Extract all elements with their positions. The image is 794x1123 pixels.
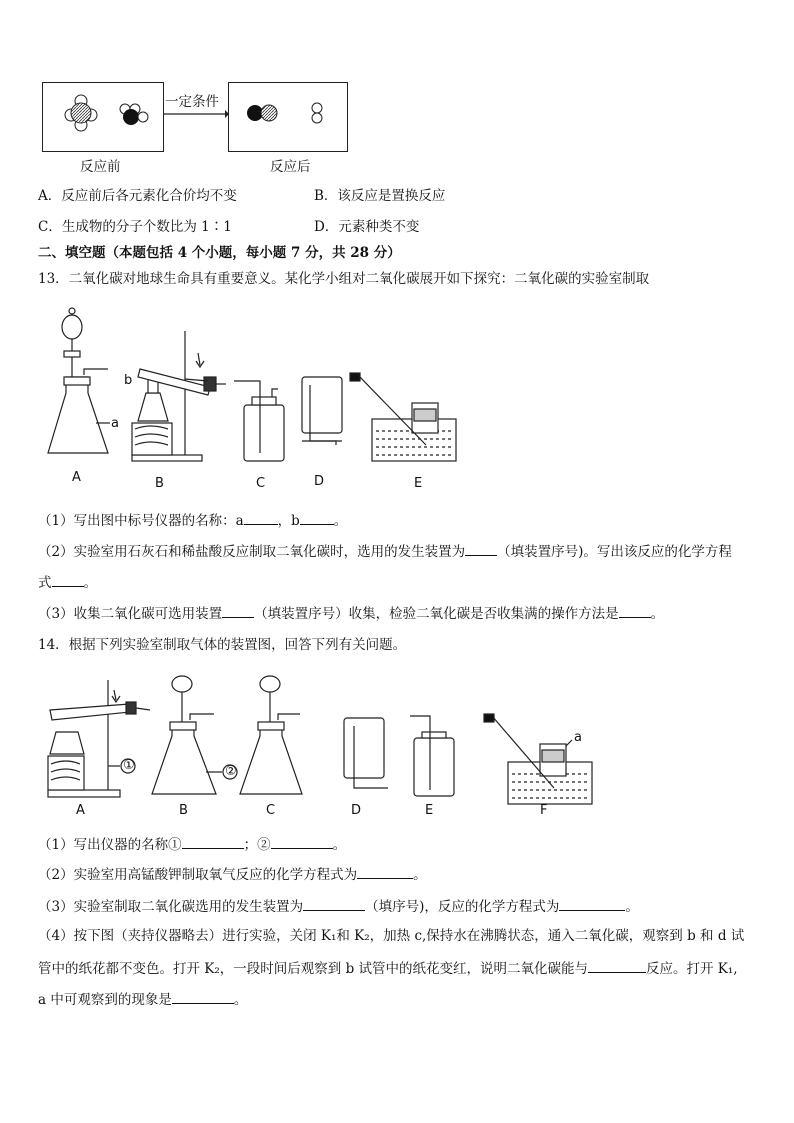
q13-stem: 13．二氧化碳对地球生命具有重要意义。某化学小组对二氧化碳展开如下探究：二氧化碳的实验室制取: [38, 271, 650, 287]
q13-label-b-small: b: [124, 373, 133, 388]
q13-label-C: C: [256, 476, 266, 491]
q14-label-two: ②: [225, 764, 237, 779]
q14-blank-equation-o2[interactable]: [357, 864, 413, 879]
q13-part2-line1: （2）实验室用石灰石和稀盐酸反应制取二氧化碳时，选用的发生装置为 （填装置序号)。写出该反应的化学方程: [38, 541, 732, 561]
q14-apparatus-figure: [40, 670, 600, 810]
q14-blank-one[interactable]: [182, 834, 244, 849]
q13-label-A: A: [72, 470, 81, 485]
option-d: D．元素种类不变: [314, 219, 420, 235]
option-b: B．该反应是置换反应: [314, 188, 446, 204]
q14-label-D: D: [351, 803, 362, 818]
q13-label-D: D: [314, 474, 325, 489]
option-c: C．生成物的分子个数比为 1∶1: [38, 219, 232, 235]
q13-label-B: B: [155, 476, 164, 491]
q14-blank-react-with[interactable]: [588, 958, 646, 973]
q13-part1: （1）写出图中标号仪器的名称：a ，b 。: [38, 510, 347, 530]
q14-label-F: F: [540, 803, 548, 818]
q14-label-a-small: a: [574, 730, 582, 745]
q14-label-A: A: [76, 803, 85, 818]
q14-stem: 14．根据下列实验室制取气体的装置图，回答下列有关问题。: [38, 637, 407, 653]
before-molecules-icon: [43, 83, 163, 151]
q14-blank-phenomenon[interactable]: [172, 989, 234, 1004]
q14-part2: （2）实验室用高锰酸钾制取氧气反应的化学方程式为 。: [38, 864, 427, 884]
q13-blank-method[interactable]: [619, 603, 651, 618]
q14-part1: （1）写出仪器的名称① ；② 。: [38, 834, 346, 854]
q13-apparatus-figure: [40, 305, 460, 465]
q14-label-one: ①: [123, 758, 135, 773]
q13-part3: （3）收集二氧化碳可选用装置 （填装置序号）收集，检验二氧化碳是否收集满的操作方法是 。: [38, 603, 664, 623]
reaction-arrow: [163, 90, 229, 120]
q13-label-E: E: [414, 476, 423, 491]
q13-blank-b[interactable]: [300, 510, 334, 525]
q14-blank-generator[interactable]: [303, 896, 365, 911]
q14-label-C: C: [266, 803, 276, 818]
q14-blank-two[interactable]: [271, 834, 333, 849]
q13-part2-line2: 式 。: [38, 572, 97, 592]
q13-blank-collector[interactable]: [222, 603, 254, 618]
before-reaction-box: [42, 82, 164, 152]
after-reaction-box: [228, 82, 348, 152]
before-label: 反应前: [80, 159, 121, 175]
q13-blank-equation[interactable]: [52, 572, 84, 587]
q14-label-B: B: [179, 803, 188, 818]
q14-part4-line1: （4）按下图（夹持仪器略去）进行实验，关闭 K₁和 K₂，加热 c,保持水在沸腾状态，通入二氧化碳，观察到 b 和 d 试: [38, 928, 745, 944]
q14-part4-line3: a 中可观察到的现象是 。: [38, 989, 247, 1009]
q13-blank-generator[interactable]: [465, 541, 497, 556]
after-molecules-icon: [229, 83, 347, 151]
q14-blank-equation-co2[interactable]: [559, 896, 625, 911]
option-a: A．反应前后各元素化合价均不变: [38, 188, 237, 204]
q13-blank-a[interactable]: [244, 510, 278, 525]
after-label: 反应后: [270, 159, 311, 175]
section-heading: 二、填空题（本题包括 4 个小题，每小题 7 分，共 28 分）: [38, 245, 401, 261]
q14-part3: （3）实验室制取二氧化碳选用的发生装置为 （填序号)，反应的化学方程式为 。: [38, 896, 639, 916]
q14-part4-line2: 管中的纸花都不变色。打开 K₂，一段时间后观察到 b 试管中的纸花变红，说明二氧化碳能与 反应。打开 K₁,: [38, 958, 738, 978]
q13-label-a-small: a: [111, 416, 119, 431]
arrow-condition-label: 一定条件: [165, 94, 219, 110]
q14-label-E: E: [425, 803, 434, 818]
